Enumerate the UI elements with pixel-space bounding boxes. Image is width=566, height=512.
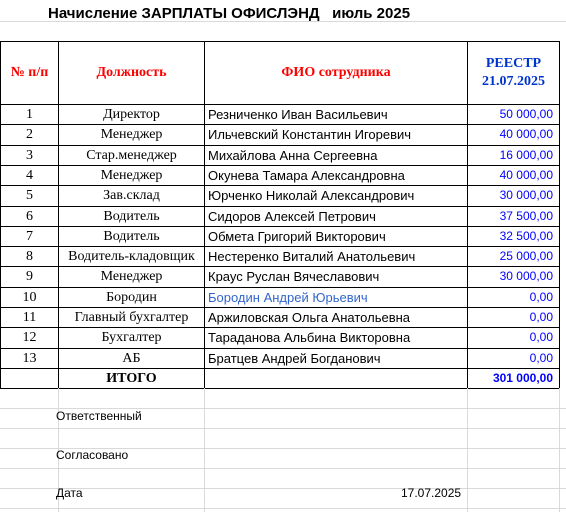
grid-line	[0, 468, 566, 469]
row-number: 13	[22, 351, 37, 366]
row-employee-name: Краус Руслан Вячеславович	[208, 269, 380, 284]
row-position: Менеджер	[100, 168, 163, 183]
total-amount: 301 000,00	[492, 371, 553, 385]
row-amount: 25 000,00	[499, 249, 553, 263]
table-right-border	[559, 41, 560, 388]
row-position: Директор	[103, 107, 160, 122]
grid-line	[0, 428, 566, 429]
header-registry-title: РЕЕСТР	[485, 56, 542, 71]
row-position: Менеджер	[100, 127, 163, 142]
row-amount: 16 000,00	[499, 148, 553, 162]
row-position: Водитель	[103, 209, 160, 224]
row-position: Стар.менеджер	[86, 148, 177, 163]
sheet-title: Начисление ЗАРПЛАТЫ ОФИСЛЭНД июль 2025	[48, 5, 411, 22]
footer-agreed: Согласовано	[56, 448, 129, 462]
row-employee-name: Резниченко Иван Васильевич	[208, 107, 388, 122]
row-number: 3	[26, 148, 33, 163]
row-employee-name: Сидоров Алексей Петрович	[208, 209, 376, 224]
footer-date-value: 17.07.2025	[401, 486, 462, 500]
row-position: Бухгалтер	[101, 330, 162, 345]
grid-line	[559, 388, 560, 512]
row-amount: 32 500,00	[499, 229, 553, 243]
header-name: ФИО сотрудника	[281, 65, 391, 80]
total-label: ИТОГО	[106, 371, 157, 386]
row-employee-name: Михайлова Анна Сергеевна	[208, 148, 378, 163]
row-position: Зав.склад	[103, 188, 160, 203]
header-position: Должность	[96, 65, 167, 80]
row-number: 6	[26, 209, 33, 224]
row-amount: 0,00	[529, 310, 553, 324]
row-amount: 37 500,00	[499, 209, 553, 223]
row-number: 12	[22, 330, 37, 345]
row-position: Менеджер	[100, 269, 163, 284]
header-num: № п/п	[10, 65, 49, 80]
row-number: 4	[26, 168, 33, 183]
row-employee-name: Юрченко Николай Александрович	[208, 188, 415, 203]
row-amount: 30 000,00	[499, 269, 553, 283]
row-amount: 40 000,00	[499, 168, 553, 182]
row-number: 10	[22, 290, 37, 305]
header-registry-date: 21.07.2025	[482, 74, 545, 89]
grid-line	[0, 21, 566, 22]
row-amount: 0,00	[529, 290, 553, 304]
row-employee-name: Братцев Андрей Богданович	[208, 351, 381, 366]
row-number: 8	[26, 249, 33, 264]
grid-line	[467, 388, 468, 512]
row-number: 7	[26, 229, 33, 244]
row-amount: 30 000,00	[499, 188, 553, 202]
row-amount: 0,00	[529, 330, 553, 344]
row-employee-name: Бородин Андрей Юрьевич	[208, 290, 368, 305]
row-employee-name: Окунева Тамара Александровна	[208, 168, 405, 183]
footer-date-label: Дата	[56, 486, 83, 500]
grid-line	[0, 508, 566, 509]
footer-responsible: Ответственный	[56, 409, 142, 423]
row-amount: 50 000,00	[499, 107, 553, 121]
row-employee-name: Ильчевский Константин Игоревич	[208, 127, 412, 142]
row-employee-name: Обмета Григорий Викторович	[208, 229, 386, 244]
row-employee-name: Тараданова Альбина Викторовна	[208, 330, 411, 345]
table-bottom-border	[0, 388, 559, 389]
row-number: 1	[26, 107, 33, 122]
row-amount: 40 000,00	[499, 127, 553, 141]
row-number: 5	[26, 188, 33, 203]
row-number: 9	[26, 269, 33, 284]
row-amount: 0,00	[529, 351, 553, 365]
row-position: АБ	[122, 351, 141, 366]
row-employee-name: Нестеренко Виталий Анатольевич	[208, 249, 416, 264]
row-position: Главный бухгалтер	[74, 310, 189, 325]
grid-line	[204, 388, 205, 512]
row-position: Водитель	[103, 229, 160, 244]
row-number: 2	[26, 127, 33, 142]
row-employee-name: Аржиловская Ольга Анатольевна	[208, 310, 411, 325]
row-number: 11	[22, 310, 37, 325]
row-position: Водитель-кладовщик	[68, 249, 195, 264]
row-position: Бородин	[106, 290, 157, 305]
header-registry	[468, 42, 559, 104]
grid-line	[0, 488, 566, 489]
